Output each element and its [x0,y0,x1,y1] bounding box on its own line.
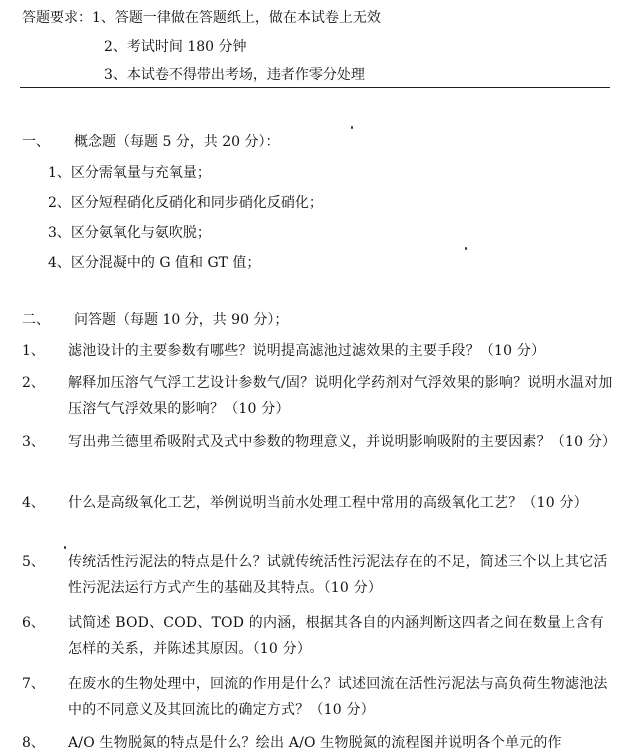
question-text-8: A/O 生物脱氮的特点是什么？绘出 A/O 生物脱氮的流程图并说明各个单元的作 [68,735,562,750]
question-text-2: 解释加压溶气气浮工艺设计参数气/固？说明化学药剂对气浮效果的影响？说明水温对加压溶气气浮效果的影响？（10 分） [68,375,613,417]
header-divider [20,87,610,88]
section2-heading [22,311,288,329]
section1-heading [22,133,280,151]
question-text-1: 滤池设计的主要参数有哪些？说明提高滤池过滤效果的主要手段？（10 分） [68,343,546,359]
concept-item-3: 3、区分氨氧化与氨吹脱； [48,225,211,241]
concept-item-4: 4、区分混凝中的 G 值和 GT 值； [48,255,261,271]
section1-title: 概念题（每题 5 分，共 20 分）： [74,134,280,150]
question-number-8: 8、 [22,735,45,750]
exam-requirement-1: 答题要求：1、答题一律做在答题纸上，做在本试卷上无效 [22,10,381,26]
question-text-6: 试简述 BOD、COD、TOD 的内涵，根据其各自的内涵判断这四者之间在数量上含有怎样的关系，并陈述其原因。（10 分） [68,615,604,657]
scan-speck [465,247,467,250]
question-number-1: 1、 [22,343,45,359]
question-text-4: 什么是高级氧化工艺，举例说明当前水处理工程中常用的高级氧化工艺？（10 分） [68,495,588,511]
question-number-4: 4、 [22,495,45,511]
concept-item-1: 1、区分需氧量与充氧量； [48,165,211,181]
question-number-7: 7、 [22,676,45,692]
section2-number: 二、 [22,312,50,328]
exam-requirement-2: 2、考试时间 180 分钟 [104,39,247,55]
concept-item-2: 2、区分短程硝化反硝化和同步硝化反硝化； [48,195,323,211]
scan-speck [64,546,66,549]
exam-requirement-3: 3、本试卷不得带出考场，违者作零分处理 [104,67,365,83]
question-number-3: 3、 [22,434,45,450]
question-number-2: 2、 [22,375,45,391]
question-text-3: 写出弗兰德里希吸附式及式中参数的物理意义，并说明影响吸附的主要因素？（10 分） [68,434,617,450]
question-text-5: 传统活性污泥法的特点是什么？试就传统活性污泥法存在的不足，简述三个以上其它活性污泥法运行方式产生的基础及其特点。（10 分） [68,554,608,596]
scan-speck [351,126,353,129]
section1-number: 一、 [22,134,50,150]
section2-title: 问答题（每题 10 分，共 90 分）； [74,312,289,328]
question-number-6: 6、 [22,615,45,631]
question-number-5: 5、 [22,554,45,570]
question-text-7: 在废水的生物处理中，回流的作用是什么？试述回流在活性污泥法与高负荷生物滤池法中的不同意义及其回流比的确定方式？（10 分） [68,676,608,718]
